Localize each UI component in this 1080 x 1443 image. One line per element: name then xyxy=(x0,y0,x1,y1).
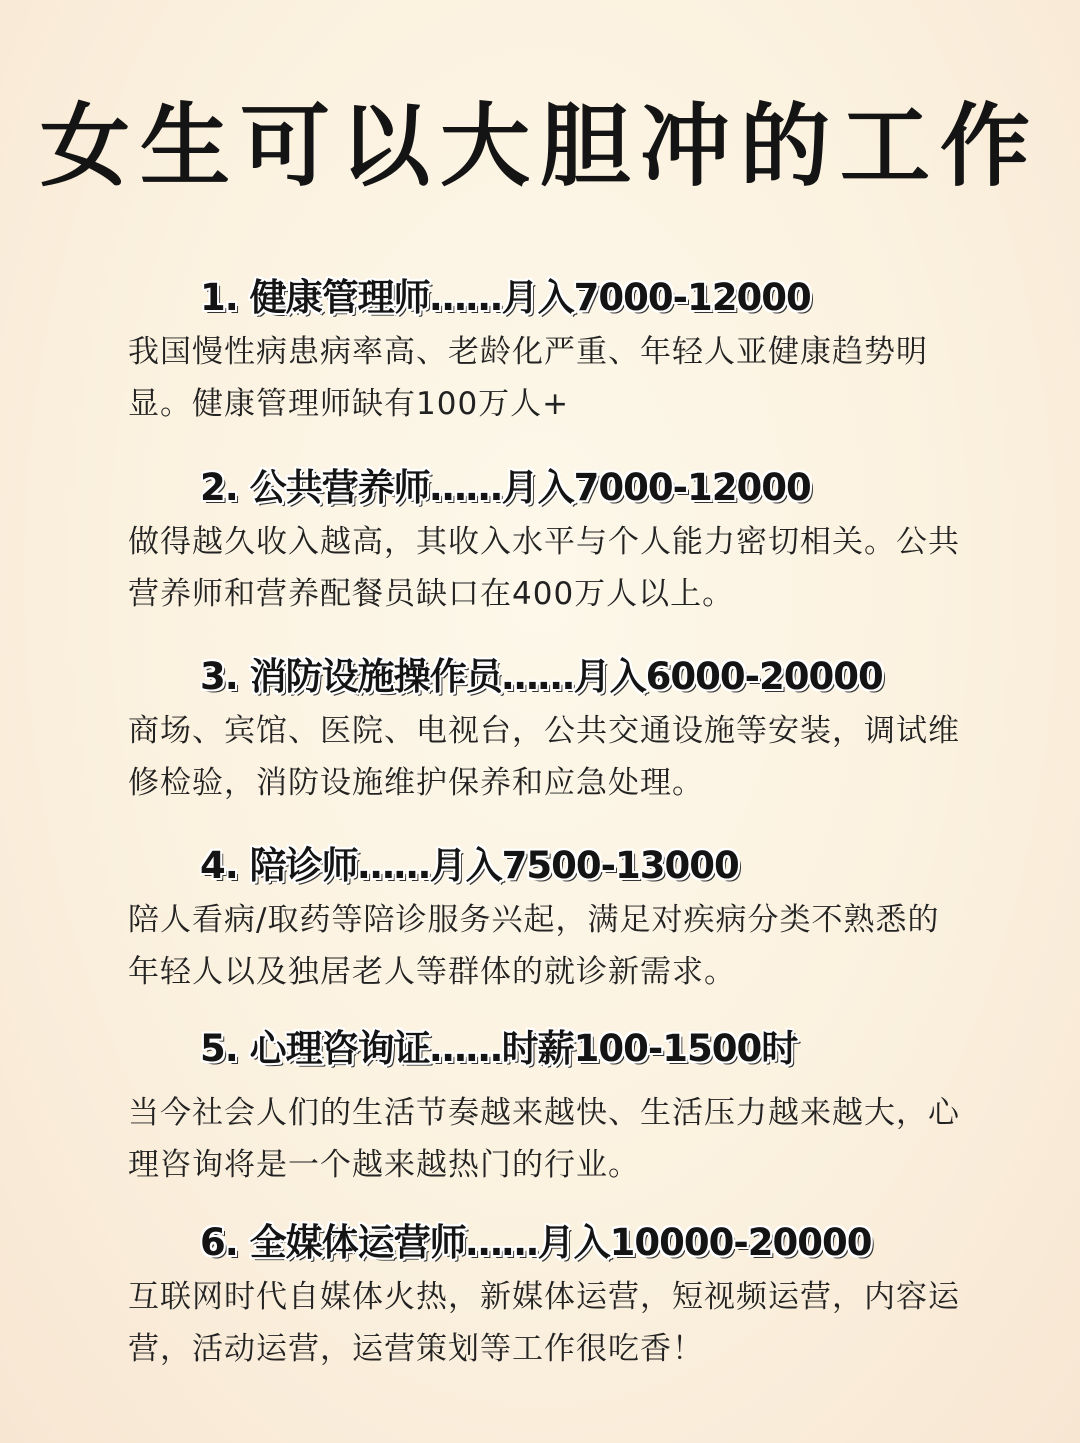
job-description: 我国慢性病患病率高、老龄化严重、年轻人亚健康趋势明显。健康管理师缺有100万人+ xyxy=(128,334,928,422)
job-heading: 2. 公共营养师……月入7000-12000 xyxy=(200,466,811,509)
page-title: 女生可以大胆冲的工作 xyxy=(40,94,1040,199)
job-heading: 5. 心理咨询证……时薪100-1500时 xyxy=(200,1027,798,1070)
job-description: 做得越久收入越高，其收入水平与个人能力密切相关。公共营养师和营养配餐员缺口在400万人以上。 xyxy=(128,524,960,612)
job-heading: 6. 全媒体运营师……月入10000-20000 xyxy=(200,1221,872,1264)
job-heading: 3. 消防设施操作员……月入6000-20000 xyxy=(200,655,883,698)
job-description: 互联网时代自媒体火热，新媒体运营，短视频运营，内容运营，活动运营，运营策划等工作很吃香！ xyxy=(128,1279,960,1367)
job-description: 商场、宾馆、医院、电视台，公共交通设施等安装，调试维修检验，消防设施维护保养和应急处理。 xyxy=(128,713,960,801)
job-description: 当今社会人们的生活节奏越来越快、生活压力越来越大，心理咨询将是一个越来越热门的行业。 xyxy=(128,1095,960,1183)
job-heading: 4. 陪诊师……月入7500-13000 xyxy=(200,844,739,887)
job-heading: 1. 健康管理师……月入7000-12000 xyxy=(200,276,811,319)
job-description: 陪人看病/取药等陪诊服务兴起，满足对疾病分类不熟悉的年轻人以及独居老人等群体的就诊新需求。 xyxy=(128,902,940,990)
